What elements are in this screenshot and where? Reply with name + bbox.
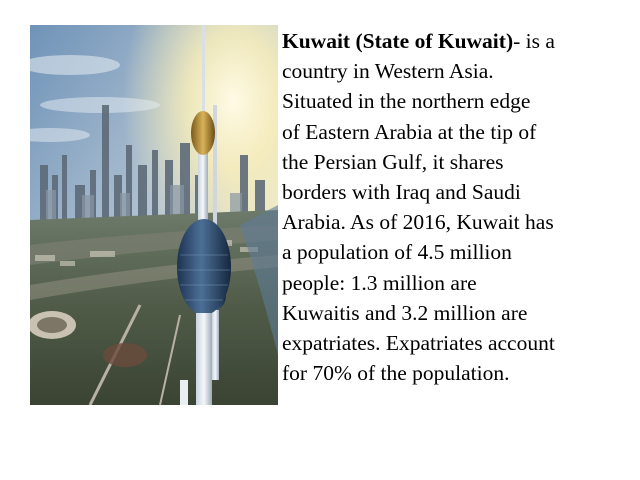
article-line-4: the Persian Gulf, it shares: [282, 149, 504, 174]
article-line-5: borders with Iraq and Saudi: [282, 180, 521, 205]
article-line-9: Kuwaitis and 3.2 million are: [282, 300, 528, 325]
article-title: Kuwait (State of Kuwait): [282, 29, 514, 53]
article-line-10: expatriates. Expatriates account: [282, 331, 555, 356]
first-line: [282, 26, 612, 56]
article-line-8: people: 1.3 million are: [282, 270, 477, 295]
article-line-7: a population of 4.5 million: [282, 240, 512, 265]
article-line-6: Arabia. As of 2016, Kuwait has: [282, 210, 554, 235]
article-line-11: for 70% of the population.: [282, 361, 510, 386]
article-text: [282, 26, 612, 388]
article-line-2: Situated in the northern edge: [282, 89, 531, 114]
article-line-3: of Eastern Arabia at the tip of: [282, 119, 537, 144]
article-line-0: - is a: [513, 29, 555, 53]
article-line-1: country in Western Asia.: [282, 59, 494, 84]
kuwait-towers-photo: [30, 25, 278, 405]
